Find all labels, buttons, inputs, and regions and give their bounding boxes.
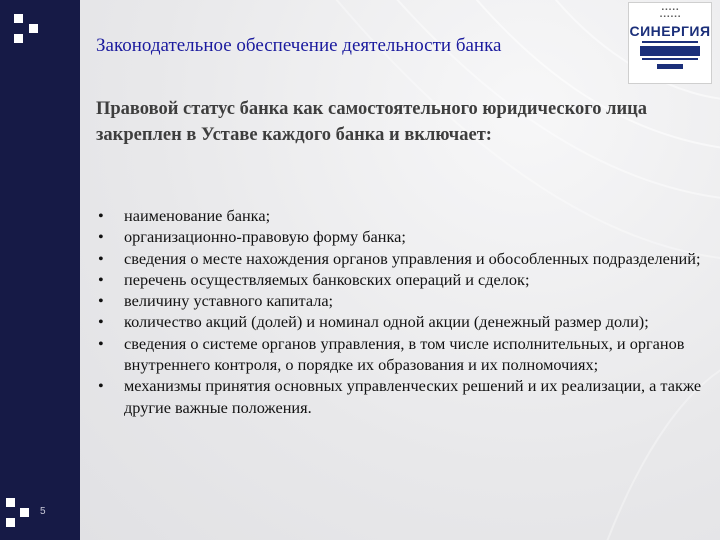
bullet-icon: •	[98, 333, 104, 353]
list-item	[96, 226, 706, 247]
list-item-text: механизмы принятия основных управленческих решений и их реализации, а также другие важные положения.	[124, 376, 702, 417]
logo-band	[640, 46, 700, 56]
list-item	[96, 375, 706, 418]
list-item-text: величину уставного капитала;	[124, 291, 334, 311]
left-sidebar	[0, 0, 80, 540]
intro-text: Правовой статус банка как самостоятельного юридического лица закреплен в Уставе каждого банка и включает:	[96, 99, 648, 145]
list-item	[96, 248, 706, 269]
decor-square	[6, 498, 15, 507]
list-item-text: количество акций (долей) и номинал одной акции (денежный размер доли);	[124, 312, 649, 332]
list-item-text: сведения о месте нахождения органов управления и обособленных подразделений;	[124, 248, 701, 268]
list-item	[96, 333, 706, 376]
decor-square	[20, 508, 29, 517]
slide-content	[80, 0, 720, 540]
decor-square	[6, 518, 15, 527]
list-item-text: наименование банка;	[124, 206, 271, 225]
list-item-text: перечень осуществляемых банковских операций и сделок;	[124, 269, 530, 289]
decor-square	[14, 34, 23, 43]
synergy-logo	[628, 2, 712, 84]
bullet-icon: •	[98, 269, 104, 289]
bullet-icon: •	[98, 227, 104, 247]
list-item-text: сведения о системе органов управления, в том числе исполнительных, и органов внутреннего контроля, о порядке их образования и их полномочиях;	[124, 333, 685, 375]
list-item	[96, 290, 706, 311]
decor-square	[29, 24, 38, 33]
bullet-icon: •	[98, 291, 104, 311]
bullet-icon: •	[98, 206, 104, 225]
list-item-text: организационно-правовую форму банка;	[124, 227, 406, 247]
list-item	[96, 269, 706, 290]
bullet-icon: •	[98, 376, 104, 396]
bullet-list	[96, 205, 706, 418]
slide-title: Законодательное обеспечение деятельности банка	[96, 35, 502, 56]
page-number: 5	[40, 506, 46, 517]
bullet-icon: •	[98, 248, 104, 268]
logo-small-text: ▪ ▪ ▪ ▪ ▪ ▪ ▪ ▪ ▪ ▪ ▪	[659, 7, 681, 20]
list-item	[96, 205, 706, 226]
decor-square	[14, 14, 23, 23]
logo-line	[642, 41, 698, 43]
bullet-icon: •	[98, 312, 104, 332]
logo-line	[642, 58, 698, 60]
list-item	[96, 311, 706, 332]
logo-brand: СИНЕРГИЯ	[629, 23, 711, 39]
logo-foot	[657, 64, 683, 69]
